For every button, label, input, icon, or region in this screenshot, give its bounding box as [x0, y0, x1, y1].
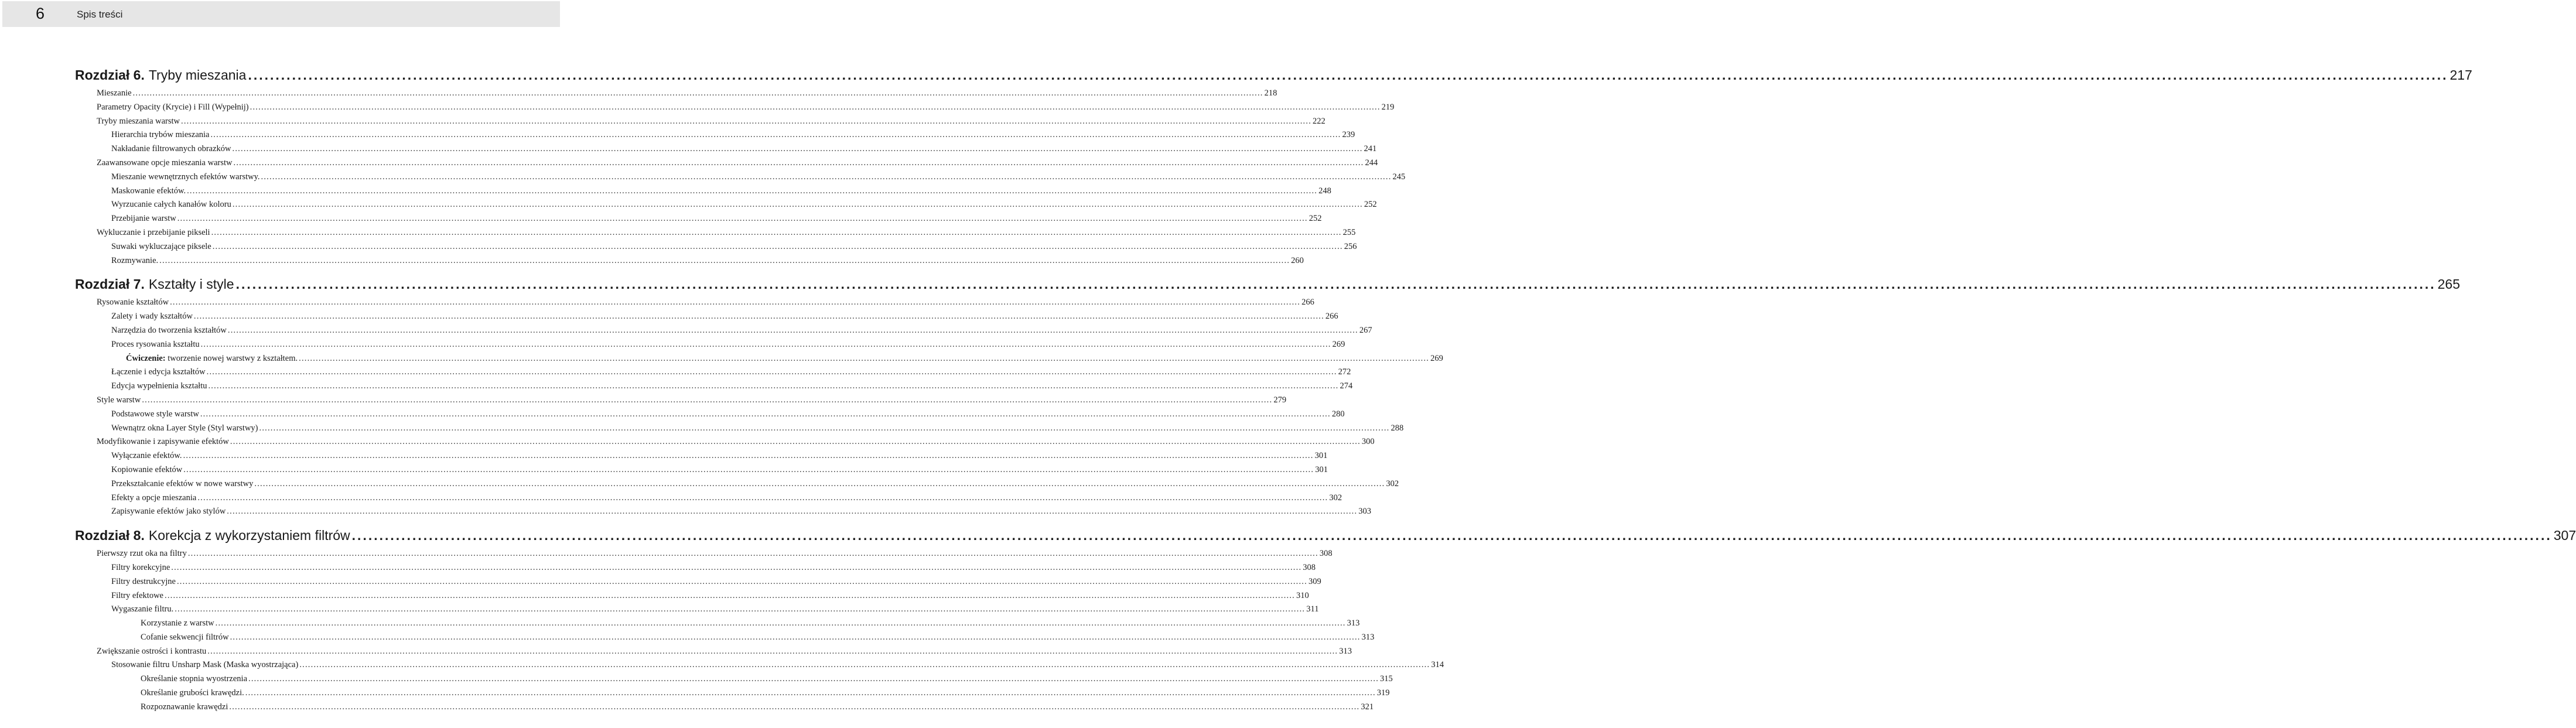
- entry-text: Proces rysowania kształtu: [111, 339, 200, 349]
- entry-page-number: 267: [1359, 325, 1372, 335]
- page-header: [2, 1, 560, 27]
- dot-leader: ................................................................................................................................................................................................................................................................................................................................................................................................................: [232, 200, 1363, 210]
- entry-page-number: 279: [1273, 395, 1287, 405]
- entry-title: [111, 463, 182, 477]
- toc-entry[interactable]: [75, 449, 1328, 463]
- toc-entry[interactable]: [75, 589, 1309, 603]
- toc-entry[interactable]: [75, 365, 1351, 380]
- entry-text: Pierwszy rzut oka na filtry: [97, 549, 187, 559]
- entry-text: Suwaki wykluczające piksele: [111, 241, 211, 251]
- chapter-page-number: 217: [2449, 67, 2472, 83]
- entry-page-number: 288: [1391, 423, 1404, 433]
- entry-page-number: 218: [1264, 88, 1277, 98]
- toc-entry[interactable]: [75, 240, 1357, 254]
- dot-leader: ................................................................................................................................................................................................................................................................................................................................................................................................................: [299, 660, 1430, 670]
- toc-entry[interactable]: [75, 87, 1277, 101]
- toc-entry[interactable]: [75, 198, 1377, 212]
- entry-page-number: 309: [1308, 576, 1321, 586]
- toc-entry[interactable]: [75, 408, 1345, 422]
- entry-page-number: 300: [1361, 437, 1375, 447]
- entry-text: Podstawowe style warstw: [111, 409, 199, 419]
- toc-entry[interactable]: [75, 226, 1356, 240]
- entry-title: [111, 128, 209, 142]
- entry-text: Efekty a opcje mieszania: [111, 493, 197, 503]
- entry-page-number: 301: [1315, 464, 1328, 474]
- entry-text: Przekształcanie efektów w nowe warstwy: [111, 479, 254, 488]
- dot-leader: ................................................................................................................................................................................................................................................................................................................................................................................................................: [176, 576, 1307, 586]
- entry-page-number: 239: [1342, 130, 1355, 140]
- entry-text: Zapisywanie efektów jako stylów: [111, 507, 226, 517]
- entry-text: Zalety i wady kształtów: [111, 312, 193, 322]
- chapter-label: Rozdział 7.: [75, 276, 145, 292]
- entry-text: Style warstw: [97, 395, 141, 405]
- entry-text: Określanie grubości krawędzi.: [141, 688, 244, 698]
- toc-entry[interactable]: [75, 422, 1404, 436]
- toc-entry[interactable]: [75, 435, 1375, 449]
- entry-title: [111, 365, 206, 380]
- chapter-heading[interactable]: [75, 525, 2576, 546]
- toc-entry[interactable]: [75, 491, 1342, 505]
- dot-leader: ................................................................................................................................................................................................................................................................................................................................................................................................................: [248, 674, 1379, 684]
- toc-entry[interactable]: [75, 477, 1399, 491]
- page-number: 6: [36, 5, 45, 22]
- toc-entry[interactable]: [75, 170, 1406, 184]
- entry-page-number: 266: [1301, 298, 1314, 307]
- dot-leader: ................................................................................................................................................................................................................................................................................................................................................................................................................: [132, 88, 1263, 98]
- dot-leader: ................................................................................................................................................................................................................................................................................................................................................................................................................: [227, 325, 1358, 335]
- entry-title: [111, 408, 199, 422]
- entry-text: Modyfikowanie i zapisywanie efektów: [97, 437, 229, 447]
- entry-text: Zaawansowane opcje mieszania warstw: [97, 158, 233, 168]
- dot-leader: ................................................................................................................................................................................................................................................................................................................................................................................................................: [183, 451, 1314, 461]
- entry-text: Parametry Opacity (Krycie) i Fill (Wypełnij): [97, 102, 249, 112]
- dot-leader: ................................................................................................................................................................................................................................................................................................................................................................................................................: [235, 276, 2436, 292]
- toc-entry[interactable]: [75, 547, 1333, 561]
- dot-leader: ................................................................................................................................................................................................................................................................................................................................................................................................................: [245, 688, 1376, 698]
- toc-entry[interactable]: [75, 686, 1390, 700]
- dot-leader: ................................................................................................................................................................................................................................................................................................................................................................................................................: [187, 186, 1318, 196]
- entry-page-number: 241: [1364, 144, 1377, 154]
- dot-leader: ................................................................................................................................................................................................................................................................................................................................................................................................................: [171, 562, 1302, 572]
- chapter-title: Tryby mieszania: [148, 67, 247, 83]
- dot-leader: ................................................................................................................................................................................................................................................................................................................................................................................................................: [229, 702, 1360, 712]
- dot-leader: ................................................................................................................................................................................................................................................................................................................................................................................................................: [165, 590, 1295, 600]
- entry-text: Cofanie sekwencji filtrów: [141, 632, 229, 642]
- entry-page-number: 252: [1364, 200, 1377, 210]
- dot-leader: ................................................................................................................................................................................................................................................................................................................................................................................................................: [351, 528, 2552, 544]
- entry-title: [111, 310, 193, 324]
- entry-text: tworzenie nowej warstwy z kształtem.: [165, 353, 298, 363]
- entry-page-number: 321: [1361, 702, 1374, 712]
- entry-title: [111, 170, 260, 184]
- entry-page-number: 313: [1361, 632, 1375, 642]
- entry-page-number: 269: [1430, 353, 1443, 363]
- toc-entry[interactable]: [75, 463, 1328, 477]
- dot-leader: ................................................................................................................................................................................................................................................................................................................................................................................................................: [206, 367, 1337, 377]
- dot-leader: ................................................................................................................................................................................................................................................................................................................................................................................................................: [159, 255, 1290, 265]
- entry-page-number: 310: [1296, 590, 1309, 600]
- entry-title: [97, 435, 229, 449]
- dot-leader: ................................................................................................................................................................................................................................................................................................................................................................................................................: [299, 353, 1430, 363]
- toc-entry[interactable]: [75, 142, 1377, 156]
- entry-title: [111, 142, 231, 156]
- entry-text: Wyłączanie efektów.: [111, 451, 182, 461]
- entry-title: [111, 449, 182, 463]
- entry-text: Narzędzia do tworzenia kształtów: [111, 325, 227, 335]
- dot-leader: ................................................................................................................................................................................................................................................................................................................................................................................................................: [232, 144, 1363, 154]
- entry-text: Wykluczanie i przebijanie pikseli: [97, 227, 210, 237]
- entry-label-bold: Ćwiczenie:: [126, 353, 166, 363]
- entry-title: [111, 338, 200, 352]
- entry-title: [111, 184, 186, 199]
- entry-title: [111, 477, 253, 491]
- toc-entry[interactable]: [75, 101, 1395, 115]
- entry-text: Wewnątrz okna Layer Style (Styl warstwy): [111, 423, 258, 433]
- entry-page-number: 274: [1340, 381, 1353, 391]
- entry-title: [97, 115, 180, 129]
- entry-text: Filtry korekcyjne: [111, 562, 170, 572]
- dot-leader: ................................................................................................................................................................................................................................................................................................................................................................................................................: [259, 423, 1390, 433]
- toc-entry[interactable]: [75, 128, 1355, 142]
- toc-entry[interactable]: [75, 658, 1444, 672]
- entry-page-number: 319: [1376, 688, 1390, 698]
- entry-title: [97, 101, 249, 115]
- entry-text: Przebijanie warstw: [111, 214, 176, 224]
- entry-page-number: 313: [1339, 646, 1352, 656]
- entry-text: Mieszanie wewnętrznych efektów warstwy.: [111, 172, 260, 182]
- dot-leader: ................................................................................................................................................................................................................................................................................................................................................................................................................: [197, 493, 1328, 503]
- entry-text: Określanie stopnia wyostrzenia: [141, 674, 248, 684]
- toc-entry[interactable]: [75, 672, 1393, 686]
- chapter-heading[interactable]: [75, 64, 2472, 86]
- dot-leader: ................................................................................................................................................................................................................................................................................................................................................................................................................: [248, 67, 2448, 83]
- entry-text: Rozmywanie.: [111, 255, 159, 265]
- entry-title: [111, 212, 176, 226]
- entry-title: [111, 491, 196, 505]
- entry-title: [111, 589, 163, 603]
- entry-title: [111, 561, 170, 575]
- dot-leader: ................................................................................................................................................................................................................................................................................................................................................................................................................: [187, 549, 1318, 559]
- entry-text: Korzystanie z warstw: [141, 618, 214, 628]
- chapter-label: Rozdział 6.: [75, 67, 145, 83]
- dot-leader: ................................................................................................................................................................................................................................................................................................................................................................................................................: [142, 395, 1273, 405]
- running-title: Spis treści: [77, 9, 123, 20]
- entry-page-number: 311: [1306, 604, 1319, 614]
- toc-entry[interactable]: [75, 561, 1316, 575]
- dot-leader: ................................................................................................................................................................................................................................................................................................................................................................................................................: [208, 381, 1339, 391]
- entry-text: Wyrzucanie całych kanałów koloru: [111, 200, 231, 210]
- entry-page-number: 252: [1309, 214, 1322, 224]
- entry-page-number: 301: [1314, 451, 1328, 461]
- entry-page-number: 302: [1329, 493, 1342, 503]
- entry-text: Maskowanie efektów.: [111, 186, 186, 196]
- chapter-page-number: 307: [2553, 528, 2576, 544]
- entry-text: Nakładanie filtrowanych obrazków: [111, 144, 231, 154]
- table-of-contents: [75, 64, 2576, 715]
- toc-entry[interactable]: [75, 631, 1375, 645]
- entry-page-number: 222: [1313, 116, 1325, 126]
- entry-page-number: 219: [1381, 102, 1395, 112]
- dot-leader: ................................................................................................................................................................................................................................................................................................................................................................................................................: [175, 604, 1306, 614]
- toc-entry[interactable]: [75, 310, 1338, 324]
- entry-text: Kopiowanie efektów: [111, 464, 183, 474]
- entry-title: [97, 87, 132, 101]
- entry-page-number: 245: [1392, 172, 1406, 182]
- entry-title: [111, 575, 176, 589]
- toc-entry[interactable]: [75, 296, 1314, 310]
- toc-entry[interactable]: [75, 700, 1374, 715]
- toc-entry[interactable]: [75, 394, 1287, 408]
- dot-leader: ................................................................................................................................................................................................................................................................................................................................................................................................................: [193, 312, 1324, 322]
- entry-title: [111, 198, 231, 212]
- entry-page-number: 308: [1303, 562, 1316, 572]
- toc-entry[interactable]: [75, 645, 1352, 659]
- dot-leader: ................................................................................................................................................................................................................................................................................................................................................................................................................: [215, 618, 1346, 628]
- entry-title: [97, 226, 210, 240]
- entry-text: Rozpoznawanie krawędzi: [141, 702, 228, 712]
- entry-page-number: 308: [1319, 549, 1333, 559]
- entry-title: [141, 617, 214, 631]
- dot-leader: ................................................................................................................................................................................................................................................................................................................................................................................................................: [183, 464, 1314, 474]
- chapter-title: Korekcja z wykorzystaniem filtrów: [148, 528, 350, 544]
- entry-text: Łączenie i edycja kształtów: [111, 367, 206, 377]
- entry-title: [97, 645, 206, 659]
- toc-entry[interactable]: [75, 115, 1325, 129]
- entry-title: [141, 700, 228, 715]
- entry-page-number: 244: [1365, 158, 1378, 168]
- entry-text: Edycja wypełnienia kształtu: [111, 381, 207, 391]
- dot-leader: ................................................................................................................................................................................................................................................................................................................................................................................................................: [250, 102, 1381, 112]
- chapter-title: Kształty i style: [148, 276, 234, 292]
- entry-title: [97, 156, 233, 170]
- entry-page-number: 248: [1318, 186, 1331, 196]
- entry-title: [111, 603, 173, 617]
- entry-text: Tryby mieszania warstw: [97, 116, 180, 126]
- toc-entry[interactable]: [75, 505, 1372, 519]
- dot-leader: ................................................................................................................................................................................................................................................................................................................................................................................................................: [261, 172, 1392, 182]
- entry-page-number: 260: [1291, 255, 1304, 265]
- entry-title: [111, 505, 226, 519]
- toc-entry[interactable]: [75, 254, 1304, 268]
- entry-page-number: 256: [1344, 241, 1357, 251]
- entry-text: Wygaszanie filtru.: [111, 604, 174, 614]
- entry-page-number: 255: [1342, 227, 1356, 237]
- entry-page-number: 303: [1358, 507, 1372, 517]
- entry-title: [126, 352, 298, 366]
- entry-text: Mieszanie: [97, 88, 132, 98]
- dot-leader: ................................................................................................................................................................................................................................................................................................................................................................................................................: [181, 116, 1312, 126]
- entry-title: [141, 631, 229, 645]
- entry-title: [97, 296, 169, 310]
- entry-title: [111, 658, 298, 672]
- toc-entry[interactable]: [75, 184, 1331, 199]
- toc-entry[interactable]: [75, 575, 1321, 589]
- toc-entry[interactable]: [75, 380, 1353, 394]
- dot-leader: ................................................................................................................................................................................................................................................................................................................................................................................................................: [200, 339, 1331, 349]
- entry-title: [111, 380, 207, 394]
- dot-leader: ................................................................................................................................................................................................................................................................................................................................................................................................................: [200, 409, 1331, 419]
- entry-page-number: 313: [1347, 618, 1360, 628]
- entry-page-number: 269: [1332, 339, 1345, 349]
- chapter-heading[interactable]: [75, 274, 2461, 295]
- entry-page-number: 266: [1325, 312, 1338, 322]
- dot-leader: ................................................................................................................................................................................................................................................................................................................................................................................................................: [177, 214, 1308, 224]
- entry-title: [97, 547, 187, 561]
- dot-leader: ................................................................................................................................................................................................................................................................................................................................................................................................................: [230, 632, 1361, 642]
- entry-page-number: 280: [1331, 409, 1345, 419]
- entry-text: Zwiększanie ostrości i kontrastu: [97, 646, 207, 656]
- chapter-label: Rozdział 8.: [75, 528, 145, 544]
- entry-text: Hierarchia trybów mieszania: [111, 130, 210, 140]
- entry-title: [141, 686, 244, 700]
- entry-title: [97, 394, 141, 408]
- entry-page-number: 314: [1431, 660, 1444, 670]
- toc-entry[interactable]: [75, 338, 1345, 352]
- entry-page-number: 272: [1338, 367, 1351, 377]
- dot-leader: ................................................................................................................................................................................................................................................................................................................................................................................................................: [170, 298, 1301, 307]
- dot-leader: ................................................................................................................................................................................................................................................................................................................................................................................................................: [210, 130, 1341, 140]
- entry-title: [111, 422, 258, 436]
- dot-leader: ................................................................................................................................................................................................................................................................................................................................................................................................................: [230, 437, 1361, 447]
- entry-page-number: 315: [1380, 674, 1393, 684]
- entry-title: [111, 324, 227, 338]
- dot-leader: ................................................................................................................................................................................................................................................................................................................................................................................................................: [207, 646, 1338, 656]
- entry-text: Rysowanie kształtów: [97, 298, 169, 307]
- entry-title: [141, 672, 247, 686]
- dot-leader: ................................................................................................................................................................................................................................................................................................................................................................................................................: [212, 241, 1343, 251]
- chapter-page-number: 265: [2437, 276, 2461, 292]
- entry-text: Filtry efektowe: [111, 590, 163, 600]
- entry-title: [111, 254, 158, 268]
- dot-leader: ................................................................................................................................................................................................................................................................................................................................................................................................................: [233, 158, 1364, 168]
- toc-entry[interactable]: [75, 212, 1322, 226]
- toc-entry[interactable]: [75, 156, 1378, 170]
- entry-title: [111, 240, 211, 254]
- entry-page-number: 302: [1386, 479, 1399, 488]
- entry-text: Filtry destrukcyjne: [111, 576, 176, 586]
- toc-entry[interactable]: [75, 603, 1319, 617]
- dot-leader: ................................................................................................................................................................................................................................................................................................................................................................................................................: [211, 227, 1342, 237]
- toc-entry[interactable]: [75, 617, 1360, 631]
- toc-entry[interactable]: [75, 324, 1372, 338]
- dot-leader: ................................................................................................................................................................................................................................................................................................................................................................................................................: [227, 507, 1358, 517]
- entry-text: Stosowanie filtru Unsharp Mask (Maska wyostrzająca): [111, 660, 299, 670]
- toc-entry[interactable]: [75, 352, 1443, 366]
- dot-leader: ................................................................................................................................................................................................................................................................................................................................................................................................................: [254, 479, 1385, 488]
